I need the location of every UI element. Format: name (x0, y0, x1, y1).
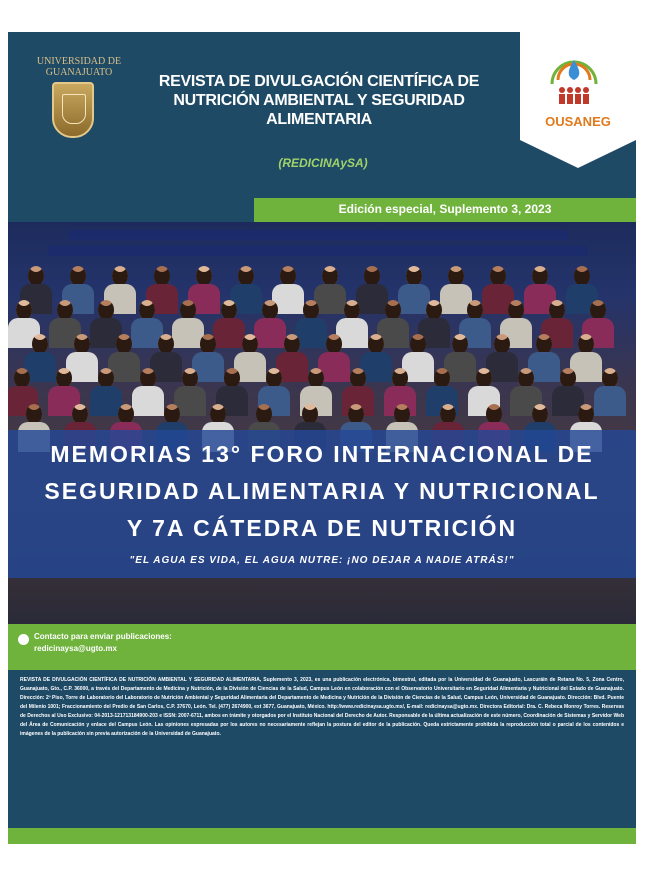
person-head (221, 300, 237, 320)
edition-label: Edición especial, Suplemento 3, 2023 (338, 202, 552, 216)
person-head (262, 300, 278, 320)
person-head (98, 300, 114, 320)
journal-title: REVISTA DE DIVULGACIÓN CIENTÍFICA DE NUTRICIÓN AMBIENTAL Y SEGURIDAD ALIMENTARIA (158, 73, 480, 128)
event-title (18, 436, 626, 547)
event-title-line: Y 7A CÁTEDRA DE NUTRICIÓN (126, 515, 518, 541)
person-head (302, 404, 318, 424)
person-head (440, 404, 456, 424)
contact-email-link[interactable]: redicinaysa@ugto.mx (34, 644, 117, 653)
person-head (518, 368, 534, 388)
person-head (70, 266, 86, 286)
person-head (350, 368, 366, 388)
person-head (210, 404, 226, 424)
person-body (132, 386, 164, 416)
legal-notice: REVISTA DE DIVULGACIÓN CIENTÍFICA DE NUTRICIÓN AMBIENTAL Y SEGURIDAD ALIMENTARIA, Suplemento 3, 2023, es una publicación electrónica, bimestral, editada por la Universidad de Guanajuato, Lascuráin de Retana No. 5, Zona Centro, Guanajuato, Gto., C.P. 36000, a través del Departamento de Medicina y Nutrición, de la División de Ciencias de la Salud, Campus León en colaboración con el Observatorio Universitario en Seguridad Alimentaria y Nutricional del Estado de Guanajuato. Dirección: 2º Piso, Torre de Laboratorio del Laboratorio de Nutrición Ambiental y Seguridad Alimentaria del Departamento de Medicina y Nutrición de la División de Ciencias de la Salud, Campus León, Universidad de Guanajuato. Dirección: Blvd. Puente del Milenio 1001; Fraccionamiento del Predio de San Carlos, C.P. 37670, León. Tel. (477) 2674900, ext 3677, Guanajuato, México. http://www.redicinaysa.ugto.mx/, E-mail: redicinaysa@ugto.mx. Directora Editorial: Dra. C. Rebeca Monroy Torres. Reservas de Derechos al Uso Exclusivo: 04-2013-121713184900-203 e ISSN: 2007-6711, ambos en trámite y otorgados por el Instituto Nacional del Derecho de Autor. Responsable de la última actualización de este número, Coordinación de Sistemas y Servidor Web del Área de Comunicación y enlace del Campus León. Las opiniones expresadas por los autores no necesariamente reflejan la postura del editor de la publicación. Queda estrictamente prohibida la reproducción total o parcial de los contenidos e imágenes de la publicación sin previa autorización de la Universidad de Guanajuato. (20, 677, 624, 737)
person-head (476, 368, 492, 388)
person-head (196, 266, 212, 286)
person-head (26, 404, 42, 424)
auditorium-seats (48, 246, 588, 256)
person-head (426, 300, 442, 320)
person-head (154, 266, 170, 286)
person-head (574, 266, 590, 286)
person-head (158, 334, 174, 354)
person-head (560, 368, 576, 388)
event-title-line: MEMORIAS 13° FORO INTERNACIONAL DE (50, 441, 594, 467)
person-head (256, 404, 272, 424)
person-head (578, 404, 594, 424)
person-head (303, 300, 319, 320)
person-head (56, 368, 72, 388)
contact-label: Contacto para enviar publicaciones: (34, 632, 172, 641)
person-head (549, 300, 565, 320)
person-head (602, 368, 618, 388)
person-head (180, 300, 196, 320)
person-head (116, 334, 132, 354)
person-head (238, 266, 254, 286)
event-slogan: "EL AGUA ES VIDA, EL AGUA NUTRE: ¡NO DEJAR A NADIE ATRÁS!" (129, 555, 515, 566)
person-head (486, 404, 502, 424)
journal-acronym: (REDICINAySA) (278, 156, 368, 170)
person-head (284, 334, 300, 354)
person-head (494, 334, 510, 354)
person-head (364, 266, 380, 286)
person-head (536, 334, 552, 354)
person-head (385, 300, 401, 320)
person-head (72, 404, 88, 424)
person-head (448, 266, 464, 286)
person-head (28, 266, 44, 286)
person-head (74, 334, 90, 354)
footer-bar (8, 828, 636, 844)
person-head (308, 368, 324, 388)
person-head (452, 334, 468, 354)
person-head (368, 334, 384, 354)
person-head (14, 368, 30, 388)
person-body (213, 318, 245, 348)
person-body (594, 386, 626, 416)
person-head (322, 266, 338, 286)
person-head (118, 404, 134, 424)
event-title-line: SEGURIDAD ALIMENTARIA Y NUTRICIONAL (44, 478, 600, 504)
person-head (410, 334, 426, 354)
person-head (182, 368, 198, 388)
contact-icon (18, 634, 29, 645)
person-head (434, 368, 450, 388)
person-body (356, 284, 388, 314)
person-head (406, 266, 422, 286)
ousaneg-logo-text: OUSANEG (545, 114, 611, 129)
person-head (266, 368, 282, 388)
person-head (57, 300, 73, 320)
person-head (32, 334, 48, 354)
person-head (532, 266, 548, 286)
ousaneg-logo-icon (544, 50, 604, 108)
magazine-cover (8, 32, 636, 844)
person-head (348, 404, 364, 424)
person-body (254, 318, 286, 348)
person-head (242, 334, 258, 354)
person-head (326, 334, 342, 354)
person-head (112, 266, 128, 286)
person-head (490, 266, 506, 286)
person-head (16, 300, 32, 320)
person-head (98, 368, 114, 388)
university-name: UNIVERSIDAD DE GUANAJUATO (36, 56, 122, 78)
person-head (590, 300, 606, 320)
person-head (139, 300, 155, 320)
ousaneg-logo-point (520, 140, 636, 168)
person-head (164, 404, 180, 424)
person-head (344, 300, 360, 320)
person-head (508, 300, 524, 320)
auditorium-seats (68, 230, 568, 240)
person-head (394, 404, 410, 424)
person-head (392, 368, 408, 388)
person-head (200, 334, 216, 354)
person-head (467, 300, 483, 320)
person-head (224, 368, 240, 388)
person-head (532, 404, 548, 424)
university-shield-icon (52, 82, 94, 138)
person-head (140, 368, 156, 388)
person-head (280, 266, 296, 286)
person-head (578, 334, 594, 354)
